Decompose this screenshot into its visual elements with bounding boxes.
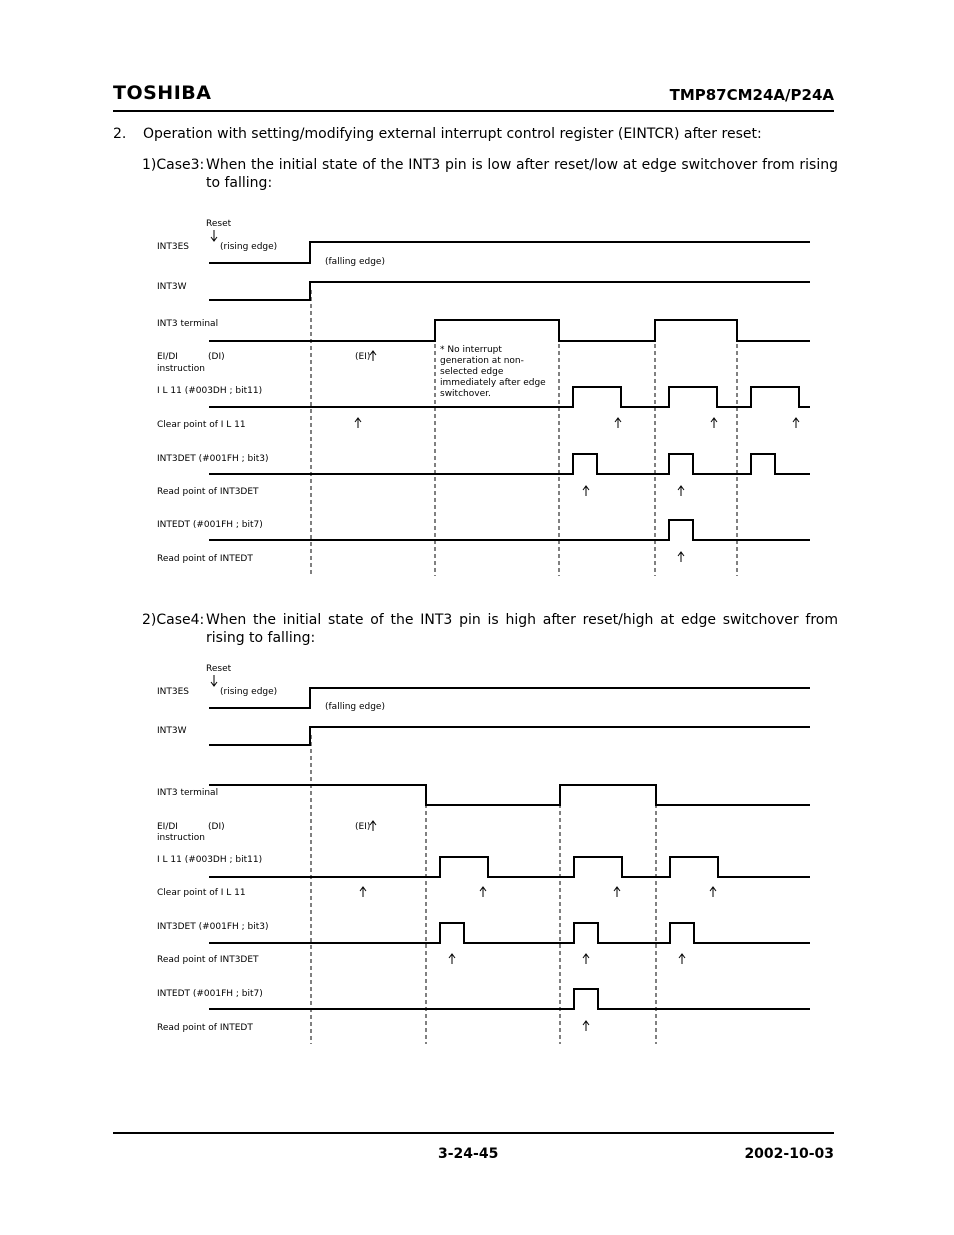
int3-terminal-label: INT3 terminal	[157, 319, 219, 329]
up-arrow-icon	[355, 418, 361, 428]
up-arrow-icon	[678, 486, 684, 496]
note-line: * No interrupt	[440, 345, 502, 355]
ei-label: (EI)	[355, 352, 371, 362]
up-arrow-icon	[480, 887, 486, 897]
reset-arrow-icon	[211, 230, 217, 241]
intedt-label: INTEDT (#001FH ; bit7)	[157, 520, 263, 530]
read-int3det-arrows	[449, 954, 685, 964]
il11-label: I L 11 (#003DH ; bit11)	[157, 386, 263, 396]
int3w-waveform	[209, 282, 810, 300]
int3w-label: INT3W	[157, 282, 187, 292]
clear-point-arrows	[355, 418, 799, 428]
up-arrow-icon	[615, 418, 621, 428]
il11-label: I L 11 (#003DH ; bit11)	[157, 855, 263, 865]
read-intedt-label: Read point of INTEDT	[157, 1023, 253, 1033]
read-int3det-label: Read point of INT3DET	[157, 487, 259, 497]
reset-label: Reset	[206, 664, 232, 674]
note-line: switchover.	[440, 389, 491, 399]
int3es-waveform	[209, 242, 810, 263]
di-label: (DI)	[208, 822, 225, 832]
ei-label: (EI)	[355, 822, 371, 832]
eidi-label: EI/DI	[157, 352, 178, 362]
clear-il11-label: Clear point of I L 11	[157, 888, 246, 898]
read-intedt-arrows	[583, 1021, 589, 1031]
reset-arrow-icon	[211, 675, 217, 686]
note-line: generation at non-	[440, 356, 524, 366]
case4-heading	[142, 611, 838, 651]
section-title: Operation with setting/modifying external interrupt control register (EINTCR) after reset:	[143, 126, 762, 142]
int3det-waveform	[209, 454, 810, 474]
case-label: 2)Case4:	[142, 612, 205, 628]
document-date: 2002-10-03	[744, 1146, 834, 1162]
instruction-label: instruction	[157, 364, 206, 374]
case-text: When the initial state of the INT3 pin is low after reset/low at edge switchover from rising to falling:	[206, 157, 838, 191]
up-arrow-icon	[583, 486, 589, 496]
read-intedt-label: Read point of INTEDT	[157, 554, 253, 564]
up-arrow-icon	[793, 418, 799, 428]
up-arrow-icon	[360, 887, 366, 897]
di-label: (DI)	[208, 352, 225, 362]
int3w-waveform	[209, 727, 810, 745]
int3det-waveform	[209, 923, 810, 943]
instruction-label: instruction	[157, 833, 206, 843]
case-label: 1)Case3:	[142, 157, 205, 173]
int3det-label: INT3DET (#001FH ; bit3)	[157, 922, 269, 932]
up-arrow-icon	[614, 887, 620, 897]
note-line: immediately after edge	[440, 378, 546, 388]
falling-edge-label: (falling edge)	[325, 257, 385, 267]
toshiba-logo: TOSHIBA	[113, 82, 212, 104]
intedt-label: INTEDT (#001FH ; bit7)	[157, 989, 263, 999]
up-arrow-icon	[583, 954, 589, 964]
ei-arrow-icon	[370, 351, 376, 361]
rising-edge-label: (rising edge)	[220, 242, 278, 252]
timing-diagram-case4	[0, 650, 954, 1060]
up-arrow-icon	[710, 887, 716, 897]
int3es-label: INT3ES	[157, 242, 190, 252]
read-int3det-arrows	[583, 486, 684, 496]
clear-il11-label: Clear point of I L 11	[157, 420, 246, 430]
rising-edge-label: (rising edge)	[220, 687, 278, 697]
intedt-waveform	[209, 989, 810, 1009]
up-arrow-icon	[583, 1021, 589, 1031]
eidi-label: EI/DI	[157, 822, 178, 832]
part-number: TMP87CM24A/P24A	[669, 86, 834, 104]
note-line: selected edge	[440, 367, 504, 377]
dashed-markers	[311, 290, 737, 576]
page-number: 3-24-45	[438, 1146, 499, 1162]
case-text: When the initial state of the INT3 pin is high after reset/high at edge switchover from rising to falling:	[206, 612, 838, 646]
il11-waveform	[209, 387, 810, 407]
il11-waveform	[209, 857, 810, 877]
up-arrow-icon	[679, 954, 685, 964]
clear-point-arrows	[360, 887, 716, 897]
timing-diagram-case3	[0, 0, 954, 600]
int3w-label: INT3W	[157, 726, 187, 736]
ei-arrow-icon	[370, 821, 376, 831]
up-arrow-icon	[711, 418, 717, 428]
footer-rule	[113, 1132, 834, 1134]
int3-terminal-waveform	[209, 785, 810, 805]
up-arrow-icon	[678, 552, 684, 562]
note-box	[440, 345, 546, 399]
up-arrow-icon	[449, 954, 455, 964]
read-int3det-label: Read point of INT3DET	[157, 955, 259, 965]
int3es-label: INT3ES	[157, 687, 190, 697]
int3es-waveform	[209, 688, 810, 708]
reset-label: Reset	[206, 219, 232, 229]
section-number: 2.	[113, 126, 127, 142]
falling-edge-label: (falling edge)	[325, 702, 385, 712]
intedt-waveform	[209, 520, 810, 540]
read-intedt-arrows	[678, 552, 684, 562]
int3-terminal-label: INT3 terminal	[157, 788, 219, 798]
int3det-label: INT3DET (#001FH ; bit3)	[157, 454, 269, 464]
int3-terminal-waveform	[209, 320, 810, 341]
